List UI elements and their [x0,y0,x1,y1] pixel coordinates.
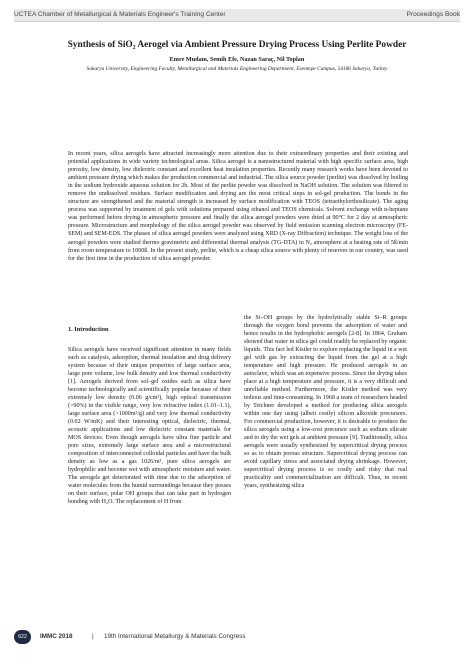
running-header [14,9,460,21]
footer-conference: IMMC 2018 [40,633,73,640]
page-number-badge: 622 [14,630,31,644]
page-footer [14,628,460,648]
header-divider [14,21,460,22]
paper-authors: Emre Mudam, Semih Efe, Nazan Saraç, Nil Toplan [169,56,305,63]
header-organization: UCTEA Chamber of Metallurgical & Materials Engineer's Training Center [14,11,226,18]
introduction-left-column: Silica aerogels have received significant attention in many fields such as catalysis, adsorption, thermal insulation and drug delivery system because of their unique properties of large surface area, large pore volume, low bulk density and low thermal conductivity [1]. Aerogels derived from sol–gel oxides such as silica have become technologically and scientifically popular because of their extremely low density (0.06 g/cm³), high optical transmission (>90%) in the visible range, very low refractive index (1.01–1.1), large surface area (>1000m²/g) and very low thermal conductivity (0.02 W/mK) and their interesting optical, dielectric, thermal, acoustic applications and low dielectric constant materials for MOS devices. Even though aerogels have ultra fine particle and pore sizes, extremely large surface area and a microstructural composition of interconnected colloidal particles and have the bulk density as low as a gas 1026/m³, pure silica aerogels are hydrophilic and become wet with atmospheric moisture and water. The aerogels get deteriorated with time due to the adsorption of water molecules from the humid surroundings because they posses on their surface, polar OH groups that can take part in hydrogen bonding with H₂O. The replacement of H from [68,347,231,506]
author-affiliation: Sakarya University, Engineering Faculty, Metallurgical and Materials Engineering Department, Esentepe Campus, 54186 Sakarya, Turkey [86,66,388,72]
section-heading-introduction: 1. Introduction [68,326,109,333]
introduction-right-column: the Si–OH groups by the hydrolytically stable Si–R groups through the oxygen bond prevents the adsorption of water and hence results in the hydrophobic aerogels [2-8]. In 1864, Graham showed that water in silica gel could readily be replaced by organic liquids. This fact led Kistler to explore replacing the liquid in a wet gel with gas by extracting the liquid from the gel at a high temperature and high pressure. He produced aerogels in an autoclave, which was an expensive process. Since the drying takes place at a high temperature and pressure, it is a very difficult and unreliable method. Furthermore, the Kistler method was very tedious and time-consuming. In 1968 a team of researchers headed by Teichner developed a method for producing silica aerogels within one day using (albeit costly) silicon alkoxide precursors. For commercial production, however, it is desirable to produce the silica aerogels using a low-cost precursor such as sodium silicate and to dry the wet gels at ambient pressure [9]. Traditionally, silica aerogels were usually synthesized by supercritical drying process so as to obtain porous structure. Supercritical drying process can avoid capillary stress and associated drying shrinkage. However, supercritical drying process is so costly and risky that real practicality and commercialization are difficult. Thus, in recent years, synthesizing silica [244,315,407,490]
footer-separator: | [92,633,94,640]
footer-congress: 19th International Metallurgy & Materials Congress [104,633,246,640]
header-proceedings: Proceedings Book [406,11,460,18]
paper-title: Synthesis of SiO₂ Aerogel via Ambient Pressure Drying Process Using Perlite Powder [67,40,407,50]
abstract-paragraph: In recent years, silica aerogels have attracted increasingly more attention due to their extraordinary properties and their existing and potential applications in wide variety technological areas. Silica aerogel is a nanostructured material with high specific surface area, high porosity, low density, low dielectric constant and excellent heat insulation properties. Recently many research works have been devoted to ambient pressure drying which makes the production commercial and industrial. The silica source powder (perlite) was dissolved by boiling in the sodium hydroxide aqueous solution for 2h. Most of the perlite powder was dissolved in NaOH solution. The solution was filtered to remove the undissolved residues. Surface modification and drying are the most critical steps in sol-gel production. The bonds in the structure are strengthened and the material strength is increased by surface modification with TEOS (tetraethylorthosilicate). The aging process was supported by treatment of gels with solutions prepared using ethanol and TEOS chemicals. Solvent exchange with n-heptane was performed before drying in atmospheric pressure and finally the silica aerogel powders were dried at 90°C for 2 day at atmospheric pressure. Microstructure and morphology of the silica aerogel powder was observed by field emission scanning electron microscopy (FE-SEM) and SEM-EDS. The phases of silica aerogel powders were analyzed using XRD (X-ray Diffraction) technique. The weight loss of the aerogel powders were studied thermo gravimetric and differential thermal analysis (TG-DTA) in N₂ atmosphere at a heating rate of 5ß/min from room temperature to 1000ß. In the present study, perlite, which is a cheap silica source with plenty of reserves in our country, was used for the first time in the production of silica aerogel powder. [68,151,408,262]
